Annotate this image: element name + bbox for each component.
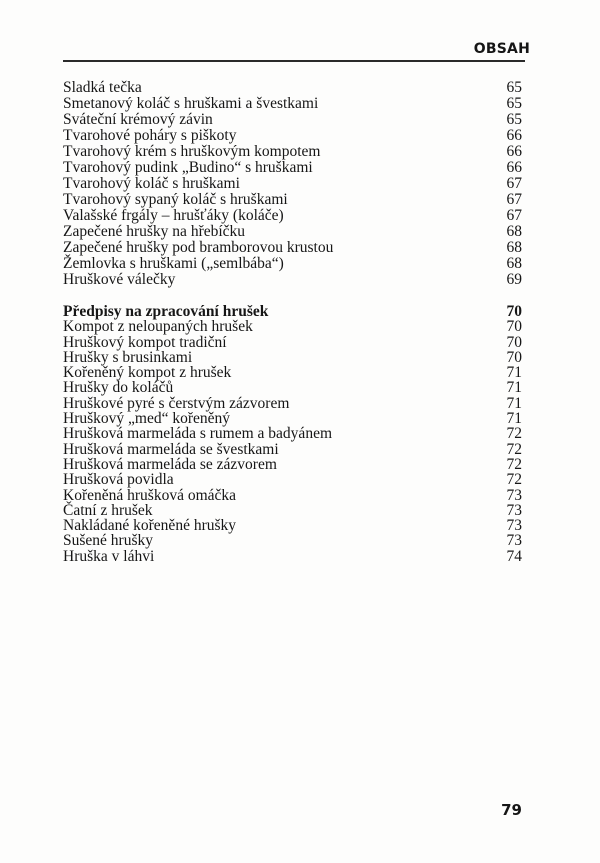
toc-entry <box>63 533 522 548</box>
toc-entry-title: Hruškové pyré s čerstvým zázvorem <box>63 394 290 412</box>
toc-entry-page: 69 <box>506 271 522 288</box>
toc-entry-page: 65 <box>506 111 522 128</box>
toc-entry-title: Hrušková marmeláda se švestkami <box>63 440 279 458</box>
toc-entry-page: 72 <box>506 471 522 489</box>
toc-entry-title: Kořeněná hrušková omáčka <box>63 486 237 504</box>
page-number: 79 <box>501 801 522 819</box>
toc-entry <box>63 442 522 457</box>
toc-entry-title: Tvarohový pudink „Budino“ s hruškami <box>63 159 313 176</box>
toc-entry-page: 66 <box>506 143 522 160</box>
toc-entry-page: 72 <box>506 440 522 458</box>
toc-entry-title: Tvarohové poháry s piškoty <box>63 127 237 144</box>
toc-entry-page: 73 <box>506 517 522 535</box>
toc-entry-page: 68 <box>506 223 522 240</box>
toc-entry-title: Hrušková marmeláda se zázvorem <box>63 455 277 473</box>
toc-entry-title: Hrušky do koláčů <box>63 379 174 397</box>
toc-entry-title: Čatní z hrušek <box>63 501 153 519</box>
header-rule <box>63 60 525 62</box>
toc-entry <box>63 411 522 426</box>
toc-entry-title: Smetanový koláč s hruškami a švestkami <box>63 95 319 112</box>
toc-entry-title: Zapečené hrušky na hřebíčku <box>63 223 246 240</box>
toc-entry <box>63 80 522 96</box>
toc-entry-page: 73 <box>506 501 522 519</box>
toc-entry <box>63 350 522 365</box>
toc-entry-page: 70 <box>506 303 522 320</box>
toc-entry-page: 66 <box>506 159 522 176</box>
toc-entry <box>63 272 522 288</box>
toc-entry-title: Hrušková marmeláda s rumem a badyánem <box>63 425 333 443</box>
toc-entry-title: Tvarohový sypaný koláč s hruškami <box>63 191 288 208</box>
toc-entry <box>63 472 522 487</box>
toc-entry-title: Hrušky s brusinkami <box>63 348 193 366</box>
toc-entry-title: Tvarohový koláč s hruškami <box>63 175 240 192</box>
toc-entry-page: 72 <box>506 455 522 473</box>
toc-entry <box>63 549 522 564</box>
toc-entry <box>63 365 522 380</box>
toc-entry-title: Sušené hrušky <box>63 532 153 550</box>
toc-entry-page: 68 <box>506 255 522 272</box>
toc-entry-page: 66 <box>506 127 522 144</box>
toc-entry <box>63 256 522 272</box>
toc-entry <box>63 319 522 334</box>
toc-entry-page: 67 <box>506 207 522 224</box>
toc-entry <box>63 457 522 472</box>
toc-entry-title: Valašské frgály – hrušťáky (koláče) <box>63 207 284 224</box>
toc-entry-title: Nakládané kořeněné hrušky <box>63 517 237 535</box>
toc-entry-page: 71 <box>506 410 522 428</box>
toc-entry-title: Sváteční krémový závin <box>63 111 213 128</box>
toc-entry <box>63 240 522 256</box>
toc-entry <box>63 426 522 441</box>
toc-entry-page: 71 <box>506 394 522 412</box>
toc-section-1 <box>63 80 522 288</box>
toc-entry-title: Hrušková povidla <box>63 471 174 489</box>
toc-entry <box>63 128 522 144</box>
toc-entry-page: 74 <box>506 547 522 565</box>
toc-entry-title: Hruškový kompot tradiční <box>63 333 227 351</box>
toc-entry <box>63 176 522 192</box>
toc-entry-page: 68 <box>506 239 522 256</box>
toc-entry-page: 67 <box>506 175 522 192</box>
toc-section-2 <box>63 304 522 564</box>
toc-entry <box>63 112 522 128</box>
toc-entry-title: Kořeněný kompot z hrušek <box>63 364 232 382</box>
toc-heading <box>63 304 522 319</box>
toc-entry-page: 65 <box>506 79 522 96</box>
toc-entry <box>63 160 522 176</box>
toc-entry <box>63 335 522 350</box>
toc-entry-page: 70 <box>506 333 522 351</box>
toc-entry-page: 72 <box>506 425 522 443</box>
toc-entry <box>63 396 522 411</box>
toc-entry-page: 73 <box>506 532 522 550</box>
toc-entry-page: 71 <box>506 364 522 382</box>
toc-entry-title: Zapečené hrušky pod bramborovou krustou <box>63 239 334 256</box>
toc-entry <box>63 518 522 533</box>
toc-entry <box>63 224 522 240</box>
toc-entry <box>63 96 522 112</box>
running-header: OBSAH <box>473 41 530 57</box>
toc-entry <box>63 380 522 395</box>
toc-entry-page: 70 <box>506 318 522 336</box>
toc-entry <box>63 208 522 224</box>
toc-entry <box>63 488 522 503</box>
toc-entry <box>63 144 522 160</box>
toc-entry-title: Kompot z neloupaných hrušek <box>63 318 253 336</box>
toc-entry-title: Sladká tečka <box>63 79 142 96</box>
toc-entry-title: Hruškové válečky <box>63 271 176 288</box>
toc-entry-title: Předpisy na zpracování hrušek <box>63 303 269 320</box>
toc-entry-page: 67 <box>506 191 522 208</box>
toc-entry-title: Hruška v láhvi <box>63 547 155 565</box>
toc-entry-page: 65 <box>506 95 522 112</box>
toc-entry <box>63 192 522 208</box>
toc-entry-page: 73 <box>506 486 522 504</box>
toc-entry-page: 71 <box>506 379 522 397</box>
toc-entry <box>63 503 522 518</box>
toc-entry-title: Žemlovka s hruškami („semlbába“) <box>63 255 284 272</box>
toc-entry-title: Tvarohový krém s hruškovým kompotem <box>63 143 321 160</box>
toc-entry-page: 70 <box>506 348 522 366</box>
toc-entry-title: Hruškový „med“ kořeněný <box>63 410 231 428</box>
